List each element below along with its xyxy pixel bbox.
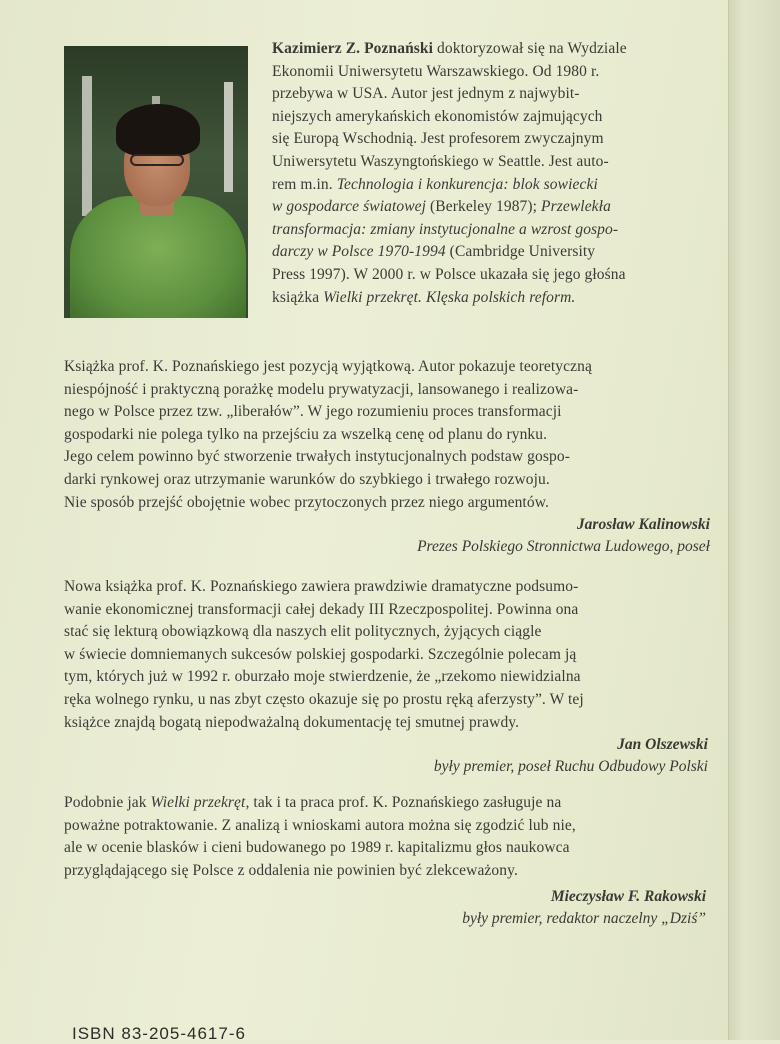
author-bio: Kazimierz Z. Poznański doktoryzował się na Wydziale Ekonomii Uniwersytetu Warszawskiego. Od 1980 r. przebywa w USA. Autor jest jednym z najwybit- niejszych amerykańskich ekonomistów zajmujących się Europą Wschodnią. Jest profesorem zwyczajnym Uniwersytetu Waszyngtońskiego w Seattle. Jest auto- rem m.in. Technologia i konkurencja: blok sowiecki w gospodarce światowej (Berkeley 1987); Przewlekła transformacja: zmiany instytucjonalne a wzrost gospo- darczy w Polsce 1970-1994 (Cambridge University Press 1997). W 2000 r. w Polsce ukazała się jego głośna książka Wielki przekręt. Klęska polskich reform. (272, 40, 627, 306)
signature-olszewski (434, 734, 708, 778)
quote-author-role: były premier, poseł Ruchu Odbudowy Polski (433, 758, 708, 775)
quote-author: Jarosław Kalinowski (576, 516, 710, 533)
author-name: Kazimierz Z. Poznański (272, 40, 434, 57)
quote-author: Jan Olszewski (617, 736, 708, 753)
review-quote-olszewski: Nowa książka prof. K. Poznańskiego zawiera prawdziwie dramatyczne podsumo- wanie ekonomicznej transformacji całej dekady III Rzeczpospolitej. Powinna ona stać się lekturą obowiązkową dla naszych elit politycznych, żyjących ciągle w świecie domniemanych sukcesów polskiej gospodarki. Szczególnie polecam ją tym, których już w 1992 r. oburzało moje stwierdzenie, że „rzekomo niewidzialna ręka wolnego rynku, u nas zbyt często okazuje się po prostu ręką aferzysty”. W tej książce znajdą bogatą niepodważalną dokumentację tej smutnej prawdy. (64, 578, 584, 731)
quote-author-role: Prezes Polskiego Stronnictwa Ludowego, poseł (417, 538, 710, 555)
signature-rakowski (462, 886, 706, 930)
author-photo (64, 46, 248, 318)
isbn-number: ISBN 83-205-4617-6 (72, 1024, 246, 1043)
book-spine (728, 0, 780, 1040)
signature-kalinowski (417, 514, 710, 558)
review-quote-kalinowski: Książka prof. K. Poznańskiego jest pozycją wyjątkową. Autor pokazuje teoretyczną niespójność i praktyczną porażkę modelu prywatyzacji, lansowanego i realizowa- nego w Polsce przez tzw. „liberałów”. W jego rozumieniu proces transformacji gospodarki nie polega tylko na przejściu za wszelką cenę od planu do rynku. Jego celem powinno być stworzenie trwałych instytucjonalnych podstaw gospo- darki rynkowej oraz utrzymanie warunków do szybkiego i trwałego rozwoju. Nie sposób przejść obojętnie wobec przytoczonych przez niego argumentów. (64, 358, 592, 511)
quote-author-role: były premier, redaktor naczelny „Dziś” (462, 910, 706, 927)
quote-author: Mieczysław F. Rakowski (550, 888, 706, 905)
review-quote-rakowski: Podobnie jak Wielki przekręt, tak i ta praca prof. K. Poznańskiego zasługuje na poważne potraktowanie. Z analizą i wnioskami autora można się zgodzić lub nie, ale w ocenie blasków i cieni budowanego po 1989 r. kapitalizmu głos naukowca przyglądającego się Polsce z oddalenia nie powinien być zlekceważony. (64, 794, 576, 879)
